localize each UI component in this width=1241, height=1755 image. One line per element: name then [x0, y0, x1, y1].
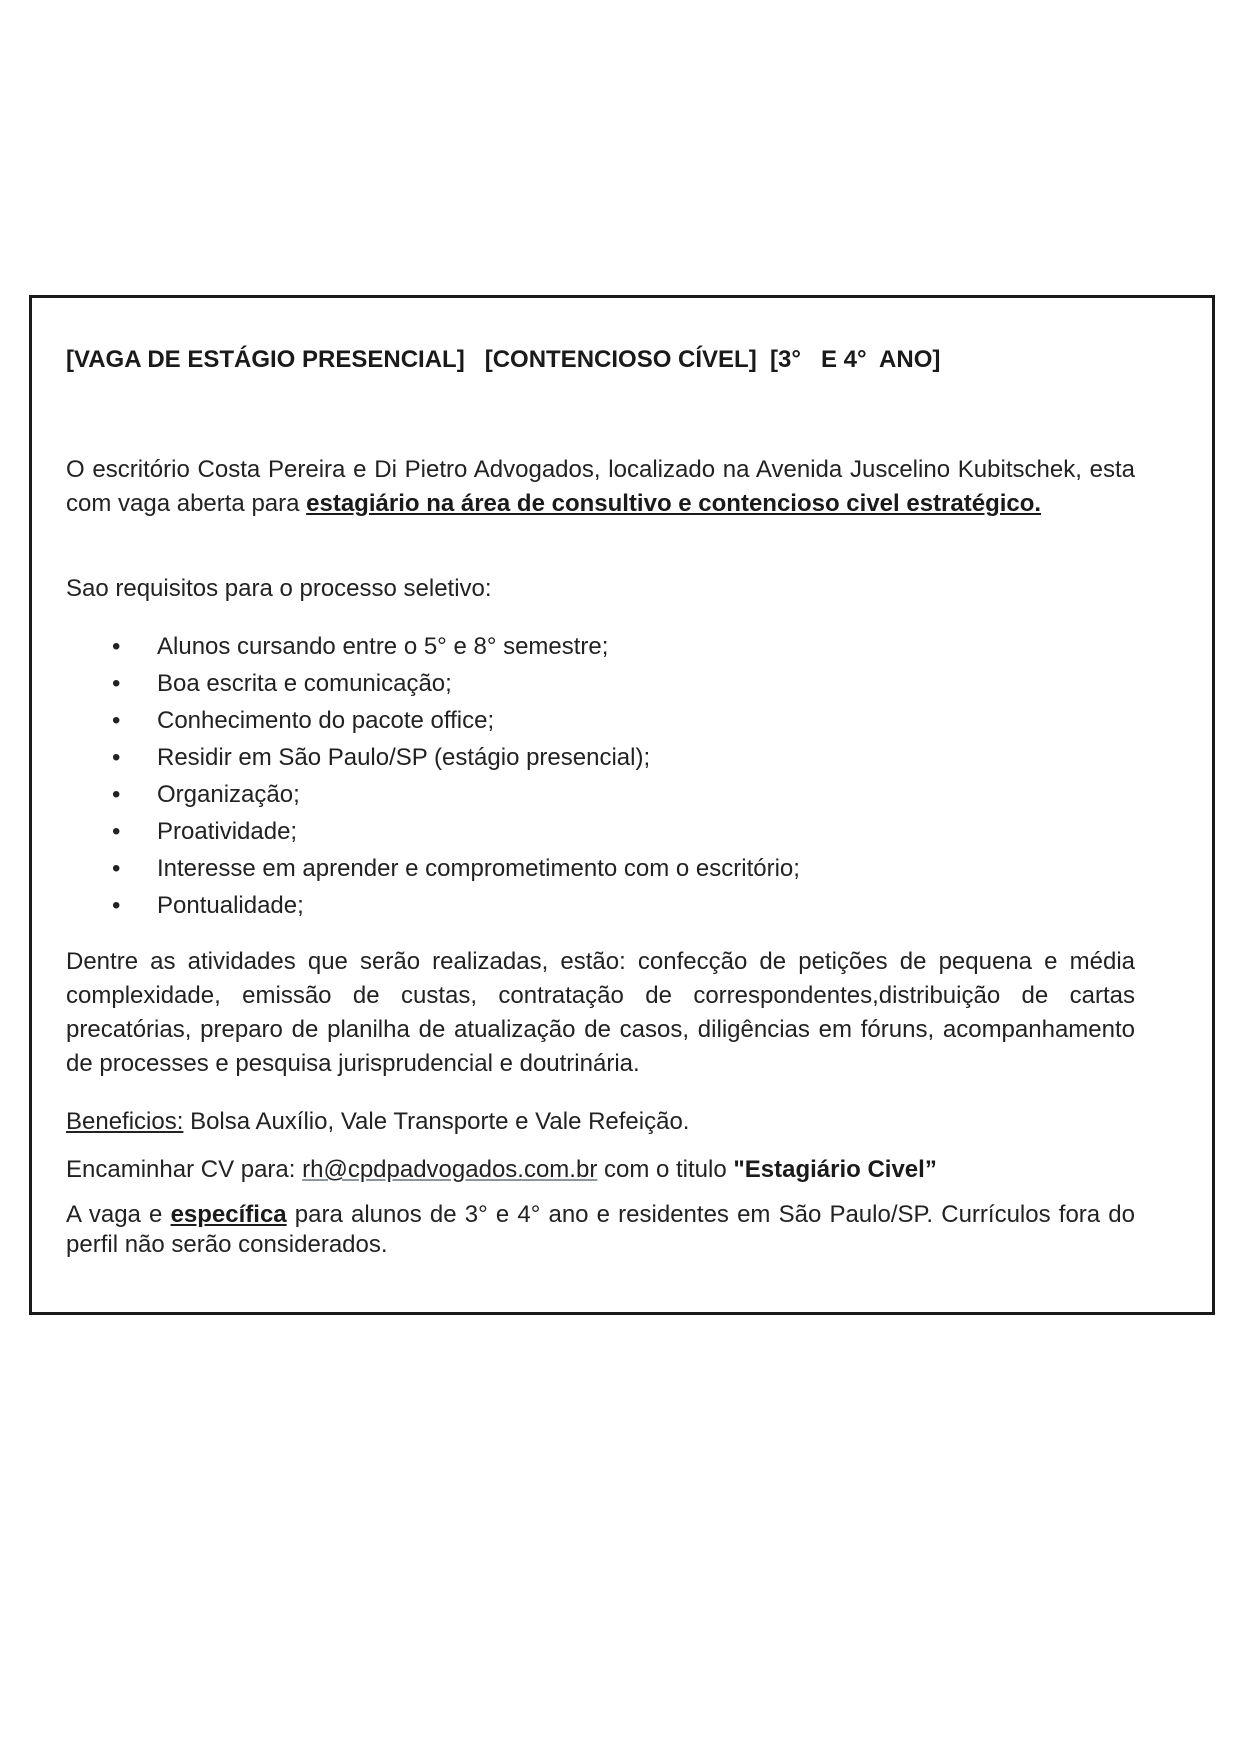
list-item: [112, 628, 800, 665]
list-item: [112, 850, 800, 887]
bullet-icon: •: [112, 855, 121, 882]
list-item: [112, 702, 800, 739]
bullet-icon: •: [112, 707, 121, 734]
list-item: [112, 739, 800, 776]
intro-text: O escritório Costa Pereira e Di Pietro Advogados, localizado na Avenida Juscelino Kubitschek, esta com vaga aberta para: [66, 456, 1135, 517]
cv-subject: "Estagiário Civel”: [733, 1156, 937, 1183]
benefits-text: Bolsa Auxílio, Vale Transporte e Vale Refeição.: [183, 1108, 690, 1135]
cv-middle: com o titulo: [597, 1156, 734, 1183]
requirement-text: Alunos cursando entre o 5° e 8° semestre;: [157, 633, 609, 660]
list-item: [112, 665, 800, 702]
bullet-icon: •: [112, 633, 121, 660]
list-item: [112, 887, 800, 924]
intro-highlight: estagiário na área de consultivo e contencioso civel estratégico.: [306, 490, 1042, 517]
requirement-text: Conhecimento do pacote office;: [157, 707, 495, 734]
requirements-intro: Sao requisitos para o processo seletivo:: [66, 575, 492, 602]
requirement-text: Interesse em aprender e comprometimento com o escritório;: [157, 855, 800, 882]
note-emphasis: específica: [170, 1201, 287, 1228]
bullet-icon: •: [112, 744, 121, 771]
posting-title: [VAGA DE ESTÁGIO PRESENCIAL] [CONTENCIOSO CÍVEL] [3° E 4° ANO]: [66, 346, 941, 373]
bullet-icon: •: [112, 670, 121, 697]
list-item: [112, 813, 800, 850]
benefits-label: Beneficios:: [66, 1108, 184, 1135]
requirement-text: Organização;: [157, 781, 300, 808]
benefits-line: [66, 1105, 1135, 1139]
intro-paragraph: [66, 453, 1135, 521]
eligibility-note: [66, 1200, 1135, 1260]
bullet-icon: •: [112, 818, 121, 845]
cv-prefix: Encaminhar CV para:: [66, 1156, 303, 1183]
email-link[interactable]: rh@cpdpadvogados.com.br: [302, 1156, 598, 1183]
requirement-text: Boa escrita e comunicação;: [157, 670, 452, 697]
list-item: [112, 776, 800, 813]
activities-paragraph: Dentre as atividades que serão realizadas, estão: confecção de petições de pequena e média complexidade, emissão de custas, contratação de correspondentes,distribuição de cartas precatórias, preparo de planilha de atualização de casos, diligências em fóruns, acompanhamento de processes e pesquisa jurisprudencial e doutrinária.: [66, 948, 1135, 1077]
requirement-text: Proatividade;: [157, 818, 298, 845]
cv-instructions: [66, 1153, 1135, 1187]
bullet-icon: •: [112, 781, 121, 808]
requirement-text: Residir em São Paulo/SP (estágio presencial);: [157, 744, 651, 771]
requirements-list: [112, 628, 800, 924]
note-after: para alunos de 3° e 4° ano e residentes em São Paulo/SP. Currículos fora do perfil não serão considerados.: [66, 1201, 1135, 1258]
requirement-text: Pontualidade;: [157, 892, 304, 919]
bullet-icon: •: [112, 892, 121, 919]
note-before: A vaga e: [66, 1201, 171, 1228]
